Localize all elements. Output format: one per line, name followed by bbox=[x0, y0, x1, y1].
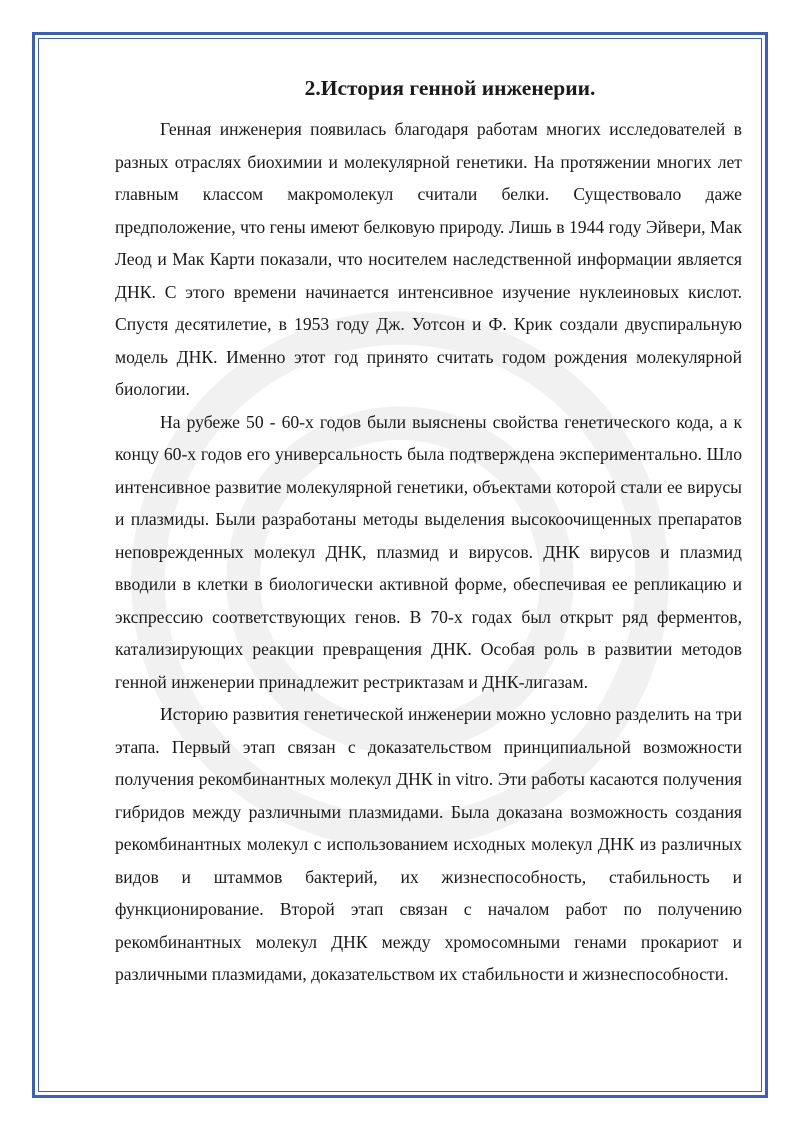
paragraph-3: Историю развития генетической инженерии можно условно разделить на три этапа. Первый этап связан с доказательством принципиальной возможности получения рекомбинантных молекул ДНК in vitro. Эти работы касаются получения гибридов между различными плазмидами. Была доказана возможность создания рекомбинантных молекул с использованием исходных молекул ДНК из различных видов и штаммов бактерий, их жизнеспособность, стабильность и функционирование. Второй этап связан с началом работ по получению рекомбинантных молекул ДНК между хромосомными генами прокариот и различными плазмидами, доказательством их стабильности и жизнеспособности. bbox=[115, 704, 742, 984]
document-body bbox=[115, 113, 742, 991]
paragraph-1: Генная инженерия появилась благодаря работам многих исследователей в разных отраслях биохимии и молекулярной генетики. На протяжении многих лет главным классом макромолекул считали белки. Существовало даже предположение, что гены имеют белковую природу. Лишь в 1944 году Эйвери, Мак Леод и Мак Карти показали, что носителем наследственной информации является ДНК. С этого времени начинается интенсивное изучение нуклеиновых кислот. Спустя десятилетие, в 1953 году Дж. Уотсон и Ф. Крик создали двуспиральную модель ДНК. Именно этот год принято считать годом рождения молекулярной биологии. bbox=[115, 119, 742, 399]
paragraph-2: На рубеже 50 - 60-х годов были выяснены свойства генетического кода, а к концу 60-х годов его универсальность была подтверждена экспериментально. Шло интенсивное развитие молекулярной генетики, объектами которой стали ее вирусы и плазмиды. Были разработаны методы выделения высокоочищенных препаратов неповрежденных молекул ДНК, плазмид и вирусов. ДНК вирусов и плазмид вводили в клетки в биологически активной форме, обеспечивая ее репликацию и экспрессию соответствующих генов. В 70-х годах был открыт ряд ферментов, катализирующих реакции превращения ДНК. Особая роль в развитии методов генной инженерии принадлежит рестриктазам и ДНК-лигазам. bbox=[115, 411, 742, 692]
page-title: 2.История генной инженерии. bbox=[304, 76, 596, 100]
